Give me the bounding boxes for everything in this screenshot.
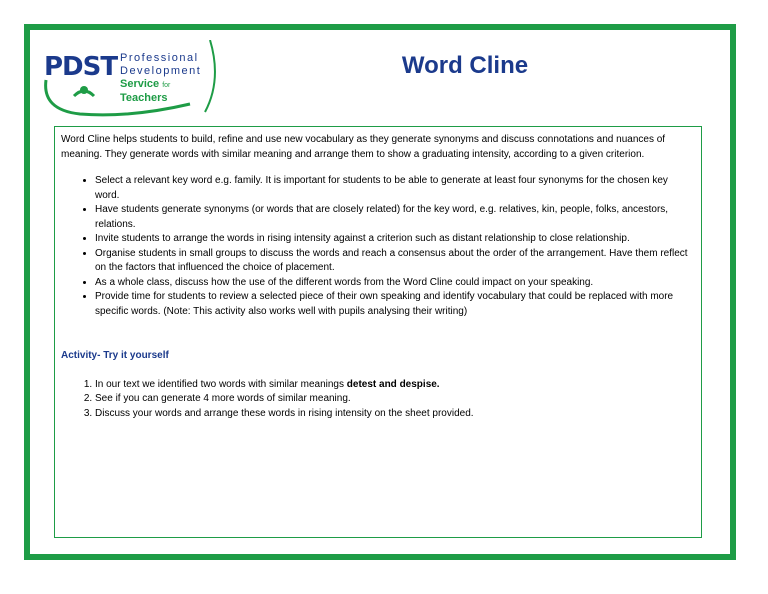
activity-heading: Activity- Try it yourself — [61, 350, 169, 361]
logo-line-3-b: for — [162, 82, 171, 89]
logo-line-2: Development — [120, 65, 202, 77]
list-item: • As a whole class, discuss how the use of the different words from the Word Cline could impact on your speaking. — [95, 276, 695, 291]
content-box — [54, 126, 702, 538]
list-item — [95, 378, 695, 393]
list-item: 3. Discuss your words and arrange these words in rising intensity on the sheet provided. — [95, 407, 695, 422]
list-item: • Organise students in small groups to discuss the words and reach a consensus about the order of the arrangement. Have them reflect on the factors that influenced the choice of placement. — [95, 247, 695, 276]
logo-wordmark — [120, 52, 220, 105]
intro-paragraph: Word Cline helps students to build, refine and use new vocabulary as they generate synonyms and discuss connotations and nuances of meaning. They generate words with similar meaning and arrange them to show a graduating intensity, according to a given criterion. — [61, 134, 666, 160]
pdst-logo — [40, 40, 220, 120]
list-item: • Provide time for students to review a selected piece of their own speaking and identify vocabulary that could be replaced with more specific words. (Note: This activity also works well with pupils analysing their writing) — [95, 290, 695, 319]
list-item: • Select a relevant key word e.g. family. It is important for students to be able to generate at least four synonyms for the chosen key word. — [95, 174, 695, 203]
task-1-bold: detest and despise. — [346, 378, 440, 390]
page-title: Word Cline — [401, 52, 529, 79]
list-item: • Have students generate synonyms (or words that are closely related) for the key word, e.g. relatives, kin, people, folks, ancestors, relations. — [95, 203, 695, 232]
steps-list — [61, 174, 695, 319]
tasks-list — [61, 378, 695, 422]
list-item: 2. See if you can generate 4 more words of similar meaning. — [95, 392, 695, 407]
logo-line-1: Professional — [120, 52, 199, 64]
logo-line-3 — [120, 78, 220, 105]
list-item: • Invite students to arrange the words in rising intensity against a criterion such as distant relationship to close relationship. — [95, 232, 695, 247]
logo-line-3-a: Service — [120, 78, 160, 90]
task-1-text: In our text we identified two words with similar meanings — [95, 378, 347, 390]
logo-line-3-c: Teachers — [120, 92, 168, 104]
logo-acronym: PDST — [44, 52, 118, 82]
